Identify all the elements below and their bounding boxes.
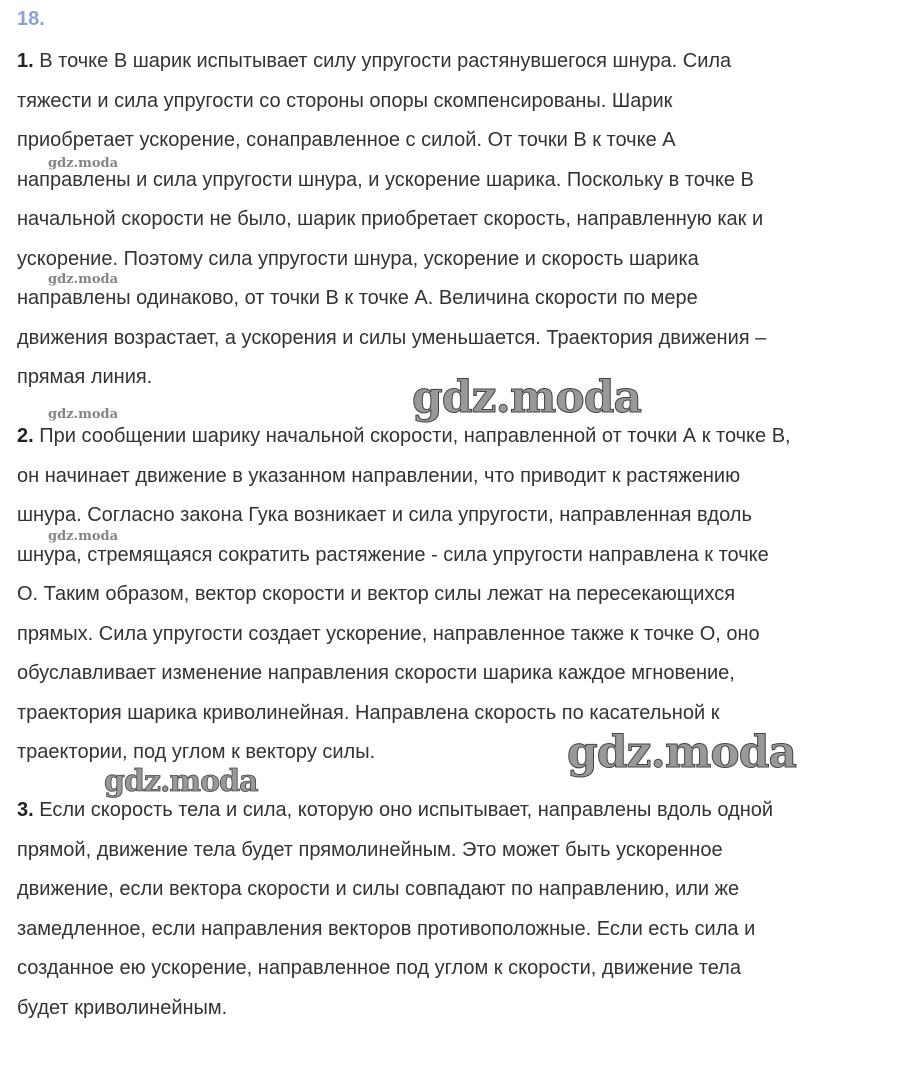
- line-text: При сообщении шарику начальной скорости, направленной от точки А к точке В,: [33, 425, 791, 447]
- watermark: gdz.moda: [48, 407, 119, 422]
- text-line: О. Таким образом, вектор скорости и вектор силы лежат на пересекающихся: [17, 583, 736, 605]
- watermark: gdz.moda: [48, 272, 119, 287]
- text-line: движение, если вектора скорости и силы совпадают по направлению, или же: [17, 878, 740, 900]
- paragraph-number: 3.: [17, 799, 34, 821]
- line-text: В точке В шарик испытывает силу упругости растянувшегося шнура. Сила: [33, 50, 732, 72]
- text-line: шнура. Согласно закона Гука возникает и сила упругости, направленная вдоль: [17, 504, 752, 526]
- text-line: он начинает движение в указанном направлении, что приводит к растяжению: [17, 464, 741, 487]
- text-line: [17, 417, 791, 457]
- text-line: [17, 42, 766, 82]
- watermark: gdz.moda: [104, 764, 258, 799]
- text-line: будет криволинейным.: [17, 996, 228, 1019]
- text-line: начальной скорости не было, шарик приобретает скорость, направленную как и: [17, 208, 764, 230]
- watermark: gdz.moda: [567, 727, 797, 778]
- watermark: gdz.moda: [48, 529, 119, 544]
- text-line: траектория шарика криволинейная. Направлена скорость по касательной к: [17, 701, 720, 724]
- text-line: направлены и сила упругости шнура, и ускорение шарика. Поскольку в точке В: [17, 168, 754, 191]
- watermark: gdz.moda: [412, 372, 642, 423]
- text-line: тяжести и сила упругости со стороны опоры скомпенсированы. Шарик: [17, 89, 673, 112]
- line-text: Если скорость тела и сила, которую оно испытывает, направлены вдоль одной: [33, 799, 774, 821]
- answer-paragraph-2: [17, 417, 791, 773]
- text-line: обуславливает изменение направления скорости шарика каждое мгновение,: [17, 662, 735, 684]
- text-line: созданное ею ускорение, направленное под углом к скорости, движение тела: [17, 957, 741, 979]
- text-line: прямая линия.: [17, 366, 153, 388]
- answer-paragraph-1: [17, 42, 766, 398]
- paragraph-number: 2.: [17, 425, 34, 447]
- text-line: прямой, движение тела будет прямолинейным. Это может быть ускоренное: [17, 838, 723, 861]
- task-number: 18.: [17, 8, 45, 30]
- watermark: gdz.moda: [48, 156, 119, 171]
- text-line: траектории, под углом к вектору силы.: [17, 741, 376, 763]
- text-line: движения возрастает, а ускорения и силы уменьшается. Траектория движения –: [17, 326, 767, 349]
- text-line: прямых. Сила упругости создает ускорение, направленное также к точке О, оно: [17, 622, 760, 645]
- text-line: приобретает ускорение, сонаправленное с силой. От точки В к точке А: [17, 129, 676, 151]
- text-line: шнура, стремящаяся сократить растяжение - сила упругости направлена к точке: [17, 543, 769, 566]
- text-line: направлены одинаково, от точки В к точке А. Величина скорости по мере: [17, 287, 698, 309]
- text-line: ускорение. Поэтому сила упругости шнура, ускорение и скорость шарика: [17, 247, 699, 270]
- answer-paragraph-3: [17, 791, 773, 1028]
- paragraph-number: 1.: [17, 50, 34, 72]
- text-line: замедленное, если направления векторов противоположные. Если есть сила и: [17, 917, 756, 940]
